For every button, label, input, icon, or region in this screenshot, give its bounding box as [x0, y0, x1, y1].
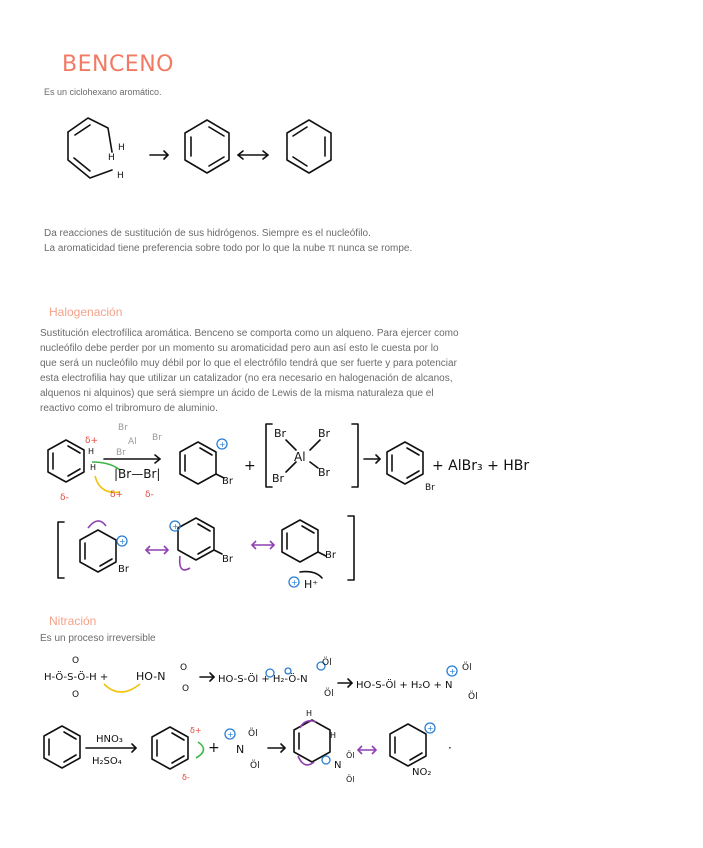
plus-charge: + [172, 522, 179, 531]
h-label-1: H [118, 143, 125, 153]
intro-line: Da reacciones de sustitución de sus hidrógenos. Siempre es el nucleófilo. [44, 228, 371, 239]
al-label: Al [294, 450, 306, 464]
nitronium-formation-label: HO-S-Öl + H₂O + N [356, 680, 453, 691]
br-label: Br [325, 550, 336, 561]
halogenacion-line: Sustitución electrofílica aromática. Benceno se comporta como un alqueno. Para ejercer como [40, 328, 459, 339]
protonated-intermediate-label: HO-S-Öl + H₂-Ö-N [218, 674, 308, 685]
ol-label: Öl [346, 775, 355, 784]
halogenacion-line: reactivo como el tribromuro de aluminio. [40, 403, 218, 414]
delta-plus: δ+ [110, 490, 124, 500]
svg-text:+: + [227, 730, 234, 739]
faint-br: Br [152, 433, 162, 443]
intro-line: La aromaticidad tiene preferencia sobre todo por lo que la nube π nunca se rompe. [44, 243, 413, 254]
side-products: + AlBr₃ + HBr [432, 458, 530, 474]
ol-label: Öl [250, 761, 260, 771]
o-label: O [72, 690, 80, 700]
section-heading-halogenacion: Halogenación [49, 305, 123, 319]
ol-label: Öl [462, 663, 472, 673]
nitracion-subheading: Es un proceso irreversible [40, 633, 156, 644]
svg-text:δ+: δ+ [190, 726, 202, 735]
plus-charge: + [219, 440, 226, 449]
svg-text:+: + [427, 724, 434, 733]
plus-charge: + [119, 537, 126, 546]
plus-charge: + [291, 578, 298, 587]
br-label: Br [222, 554, 233, 565]
ol-label: Öl [324, 689, 334, 699]
no2-label: NO₂ [412, 767, 432, 778]
h-plus-label: H⁺ [304, 578, 319, 591]
ol-label: Öl [468, 692, 478, 702]
br-label: Br [222, 476, 233, 487]
hno3-label: HNO₃ [96, 734, 123, 745]
delta-plus: δ+ [85, 436, 99, 446]
svg-text:N: N [236, 743, 245, 756]
faint-al: Al [128, 437, 137, 447]
svg-text:H: H [306, 709, 313, 718]
plus-sign: + [208, 740, 220, 756]
delta-minus: δ- [60, 493, 69, 503]
ol-label: Öl [346, 751, 355, 760]
dot-label: · [448, 741, 452, 755]
br-label: Br [274, 427, 287, 440]
br-label: Br [318, 427, 331, 440]
page-title: BENCENO [62, 52, 174, 77]
halogenacion-line: nucleófilo debe perder por un momento su aromaticidad pero aun así esto le cuesta por lo [40, 343, 439, 354]
ol-label: Öl [248, 729, 258, 739]
h-label-3: H [117, 171, 124, 181]
svg-text:H: H [330, 731, 337, 740]
o-label: O [182, 684, 190, 694]
nitric-acid-activation [44, 656, 478, 702]
br-label: Br [318, 466, 331, 479]
o-label: O [180, 663, 188, 673]
delta-minus: δ- [145, 490, 154, 500]
sulfuric-acid-label: H-Ö-S-Ö-H + [44, 672, 109, 683]
h-label: H [88, 447, 95, 456]
section-heading-nitracion: Nitración [49, 614, 97, 628]
svg-text:δ-: δ- [182, 773, 190, 782]
halogenacion-line: que será un nucleófilo muy débil por lo que el electrófilo tendrá que ser fuerte y para potenciar [40, 358, 457, 369]
br-label: Br [118, 564, 129, 575]
svg-text:N: N [334, 760, 342, 771]
halogenacion-line: alquenos ni alquinos) que será siempre un ácido de Lewis de la misma naturaleza que el [40, 388, 434, 399]
br-label: Br [272, 472, 285, 485]
nitric-acid-label: HO-N [136, 670, 166, 683]
nitration-overall [44, 709, 452, 784]
br-br-label: |Br—Br| [114, 467, 161, 481]
h-label: H [90, 463, 97, 472]
svg-text:+: + [449, 667, 456, 676]
plus-sign: + [244, 458, 256, 474]
faint-br: Br [118, 423, 128, 433]
halogenacion-line: esta electrofilia hay que utilizar un catalizador (no era necesario en halogenación de alcanos, [40, 373, 453, 384]
h-label-2: H [108, 153, 115, 163]
page-subtitle: Es un ciclohexano aromático. [44, 87, 162, 97]
br-label: Br [425, 483, 435, 493]
o-label: O [72, 656, 80, 666]
ol-label: Öl [322, 658, 332, 668]
h2so4-label: H₂SO₄ [92, 756, 122, 767]
faint-br: Br [116, 448, 126, 458]
